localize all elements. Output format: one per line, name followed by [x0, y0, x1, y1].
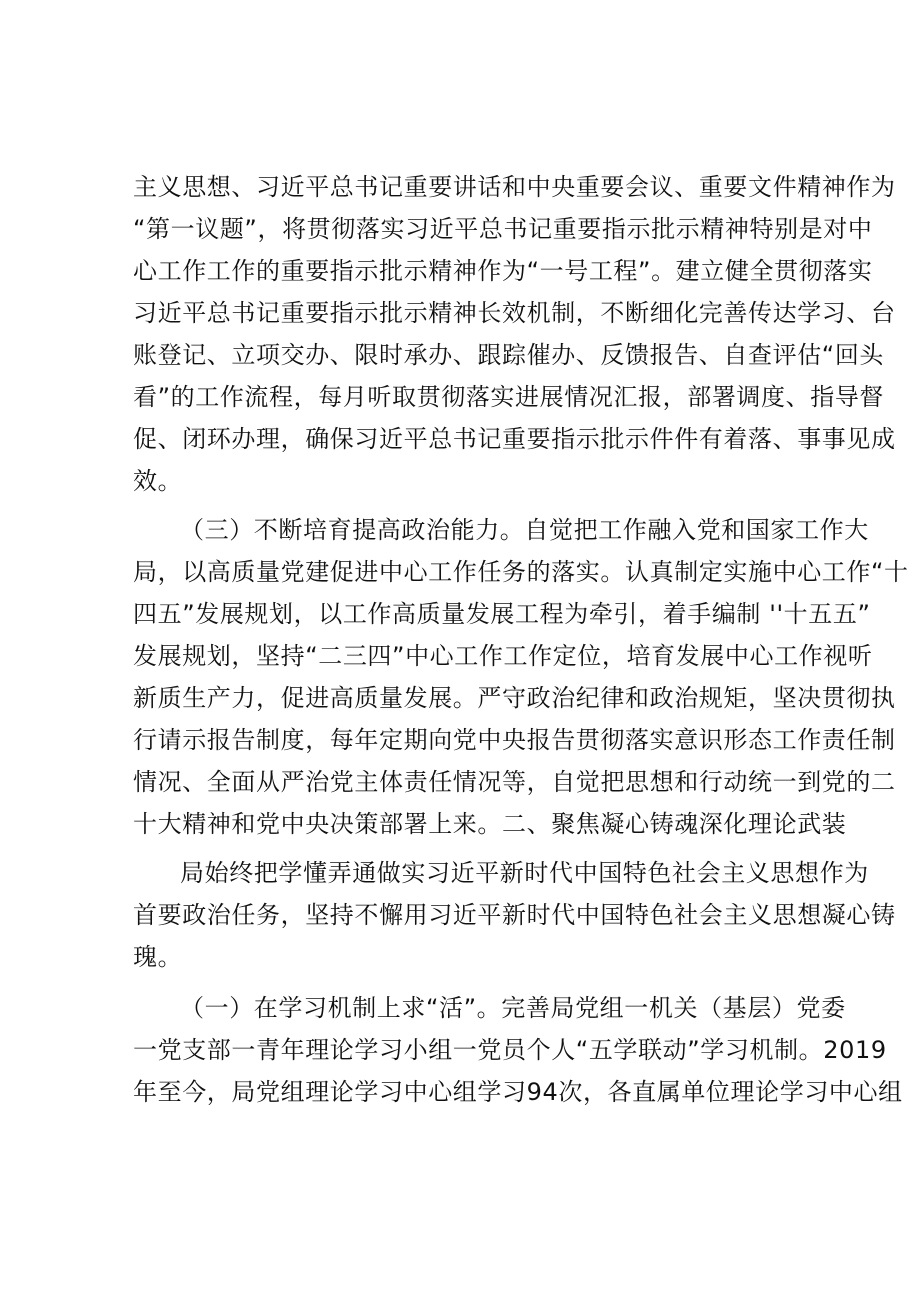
text-line: 局始终把学懂弄通做实习近平新时代中国特色社会主义思想作为: [180, 859, 869, 887]
text-line: 一党支部一青年理论学习小组一党员个人“五学联动”学习机制。2019: [133, 1036, 887, 1064]
text-line: 心工作工作的重要指示批示精神作为“一号工程”。建立健全贯彻落实: [133, 257, 873, 285]
text-line: （一）在学习机制上求“活”。完善局党组一机关（基层）党委: [180, 994, 846, 1022]
text-line: 主义思想、习近平总书记重要讲话和中央重要会议、重要文件精神作为: [133, 173, 896, 201]
text-line: 首要政治任务，坚持不懈用习近平新时代中国特色社会主义思想凝心铸: [133, 901, 896, 929]
text-line: 十大精神和党中央决策部署上来。二、聚焦凝心铸魂深化理论武装: [133, 810, 847, 838]
text-line: 四五”发展规划，以工作高质量发展工程为牵引，着手编制 ''十五五”: [133, 600, 871, 628]
text-line: 效。: [133, 467, 183, 495]
text-line: 账登记、立项交办、限时承办、跟踪催办、反馈报告、自查评估“回头: [133, 341, 885, 369]
text-line: 局，以高质量党建促进中心工作任务的落实。认真制定实施中心工作“十: [133, 558, 909, 586]
text-line: 瑰。: [133, 943, 183, 971]
text-line: 新质生产力，促进高质量发展。严守政治纪律和政治规矩，坚决贯彻执: [133, 684, 896, 712]
text-line: 年至今，局党组理论学习中心组学习94次，各直属单位理论学习中心组: [133, 1078, 903, 1106]
text-line: 发展规划，坚持“二三四”中心工作工作定位，培育发展中心工作视听: [133, 642, 873, 670]
text-line: 行请示报告制度，每年定期向党中央报告贯彻落实意识形态工作责任制: [133, 726, 896, 754]
text-line: 看”的工作流程，每月听取贯彻落实进展情况汇报，部署调度、指导督: [133, 383, 885, 411]
text-line: 习近平总书记重要指示批示精神长效机制，不断细化完善传达学习、台: [133, 299, 896, 327]
text-line: 促、闭环办理，确保习近平总书记重要指示批示件件有着落、事事见成: [133, 425, 896, 453]
text-line: “第一议题”，将贯彻落实习近平总书记重要指示批示精神特别是对中: [133, 215, 873, 243]
text-line: （三）不断培育提高政治能力。自觉把工作融入党和国家工作大: [180, 516, 869, 544]
text-line: 情况、全面从严治党主体责任情况等，自觉把思想和行动统一到党的二: [133, 768, 896, 796]
